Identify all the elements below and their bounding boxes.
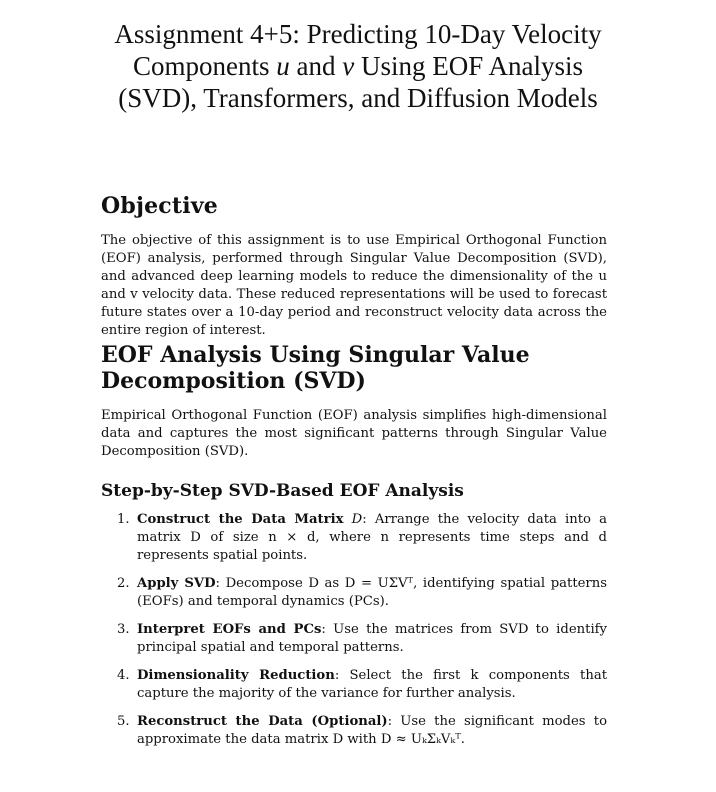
- list-item: [117, 575, 607, 611]
- step-text: : Decompose D as D = UΣVᵀ, identifying spatial patterns (EOFs) and temporal dynamics (PCs).: [137, 576, 607, 609]
- title-var-u: u: [276, 51, 290, 81]
- list-item: [117, 511, 607, 565]
- list-item: [117, 621, 607, 657]
- title-line-1: Assignment 4+5: Predicting 10-Day Velocity: [114, 19, 602, 49]
- objective-heading: Objective: [101, 193, 218, 219]
- step-number: 4.: [117, 668, 130, 683]
- title-line-2: [80, 50, 636, 82]
- step-number: 2.: [117, 576, 130, 591]
- objective-paragraph: The objective of this assignment is to use Empirical Orthogonal Function (EOF) analysis, performed through Singular Value Decomposition (SVD), and advanced deep learning models to reduce the dimensionality of the u and v velocity data. These reduced representations will be used to forecast future states over a 10-day period and reconstruct velocity data across the entire region of interest.: [101, 233, 607, 338]
- title-line-2-end: Using EOF Analysis: [354, 51, 583, 81]
- title-line-2-and: and: [289, 51, 343, 81]
- step-label: Interpret EOFs and PCs: [137, 622, 322, 637]
- step-label: Reconstruct the Data (Optional): [137, 714, 388, 729]
- list-item: [117, 667, 607, 703]
- steps-list: [117, 511, 607, 759]
- step-number: 3.: [117, 622, 130, 637]
- step-text: : Select the first k components that capture the majority of the variance for further analysis.: [137, 668, 608, 701]
- step-number: 5.: [117, 714, 130, 729]
- step-text: : Use the matrices from SVD to identify principal spatial and temporal patterns.: [137, 622, 607, 655]
- eof-section-heading: EOF Analysis Using Singular Value Decomposition (SVD): [101, 342, 530, 394]
- title-line-3: (SVD), Transformers, and Diffusion Models: [118, 83, 598, 113]
- step-number: 1.: [117, 512, 130, 527]
- list-item: [117, 713, 607, 749]
- document-title: [80, 18, 636, 114]
- steps-heading: Step-by-Step SVD-Based EOF Analysis: [101, 481, 464, 501]
- step-text: : Use the significant modes to approximate the data matrix D with D ≈ UₖΣₖVₖᵀ.: [137, 714, 608, 747]
- step-label: Apply SVD: [137, 576, 216, 591]
- step-label: Dimensionality Reduction: [137, 668, 335, 683]
- step-math: D: [343, 512, 363, 527]
- title-line-2-start: Components: [132, 51, 277, 81]
- step-label: Construct the Data Matrix: [137, 512, 344, 527]
- step-text: : Arrange the velocity data into a matrix D of size n × d, where n represents time steps and d represents spatial points.: [137, 512, 607, 563]
- eof-section-paragraph: Empirical Orthogonal Function (EOF) analysis simplifies high-dimensional data and captures the most significant patterns through Singular Value Decomposition (SVD).: [101, 408, 607, 459]
- title-var-v: v: [342, 51, 355, 81]
